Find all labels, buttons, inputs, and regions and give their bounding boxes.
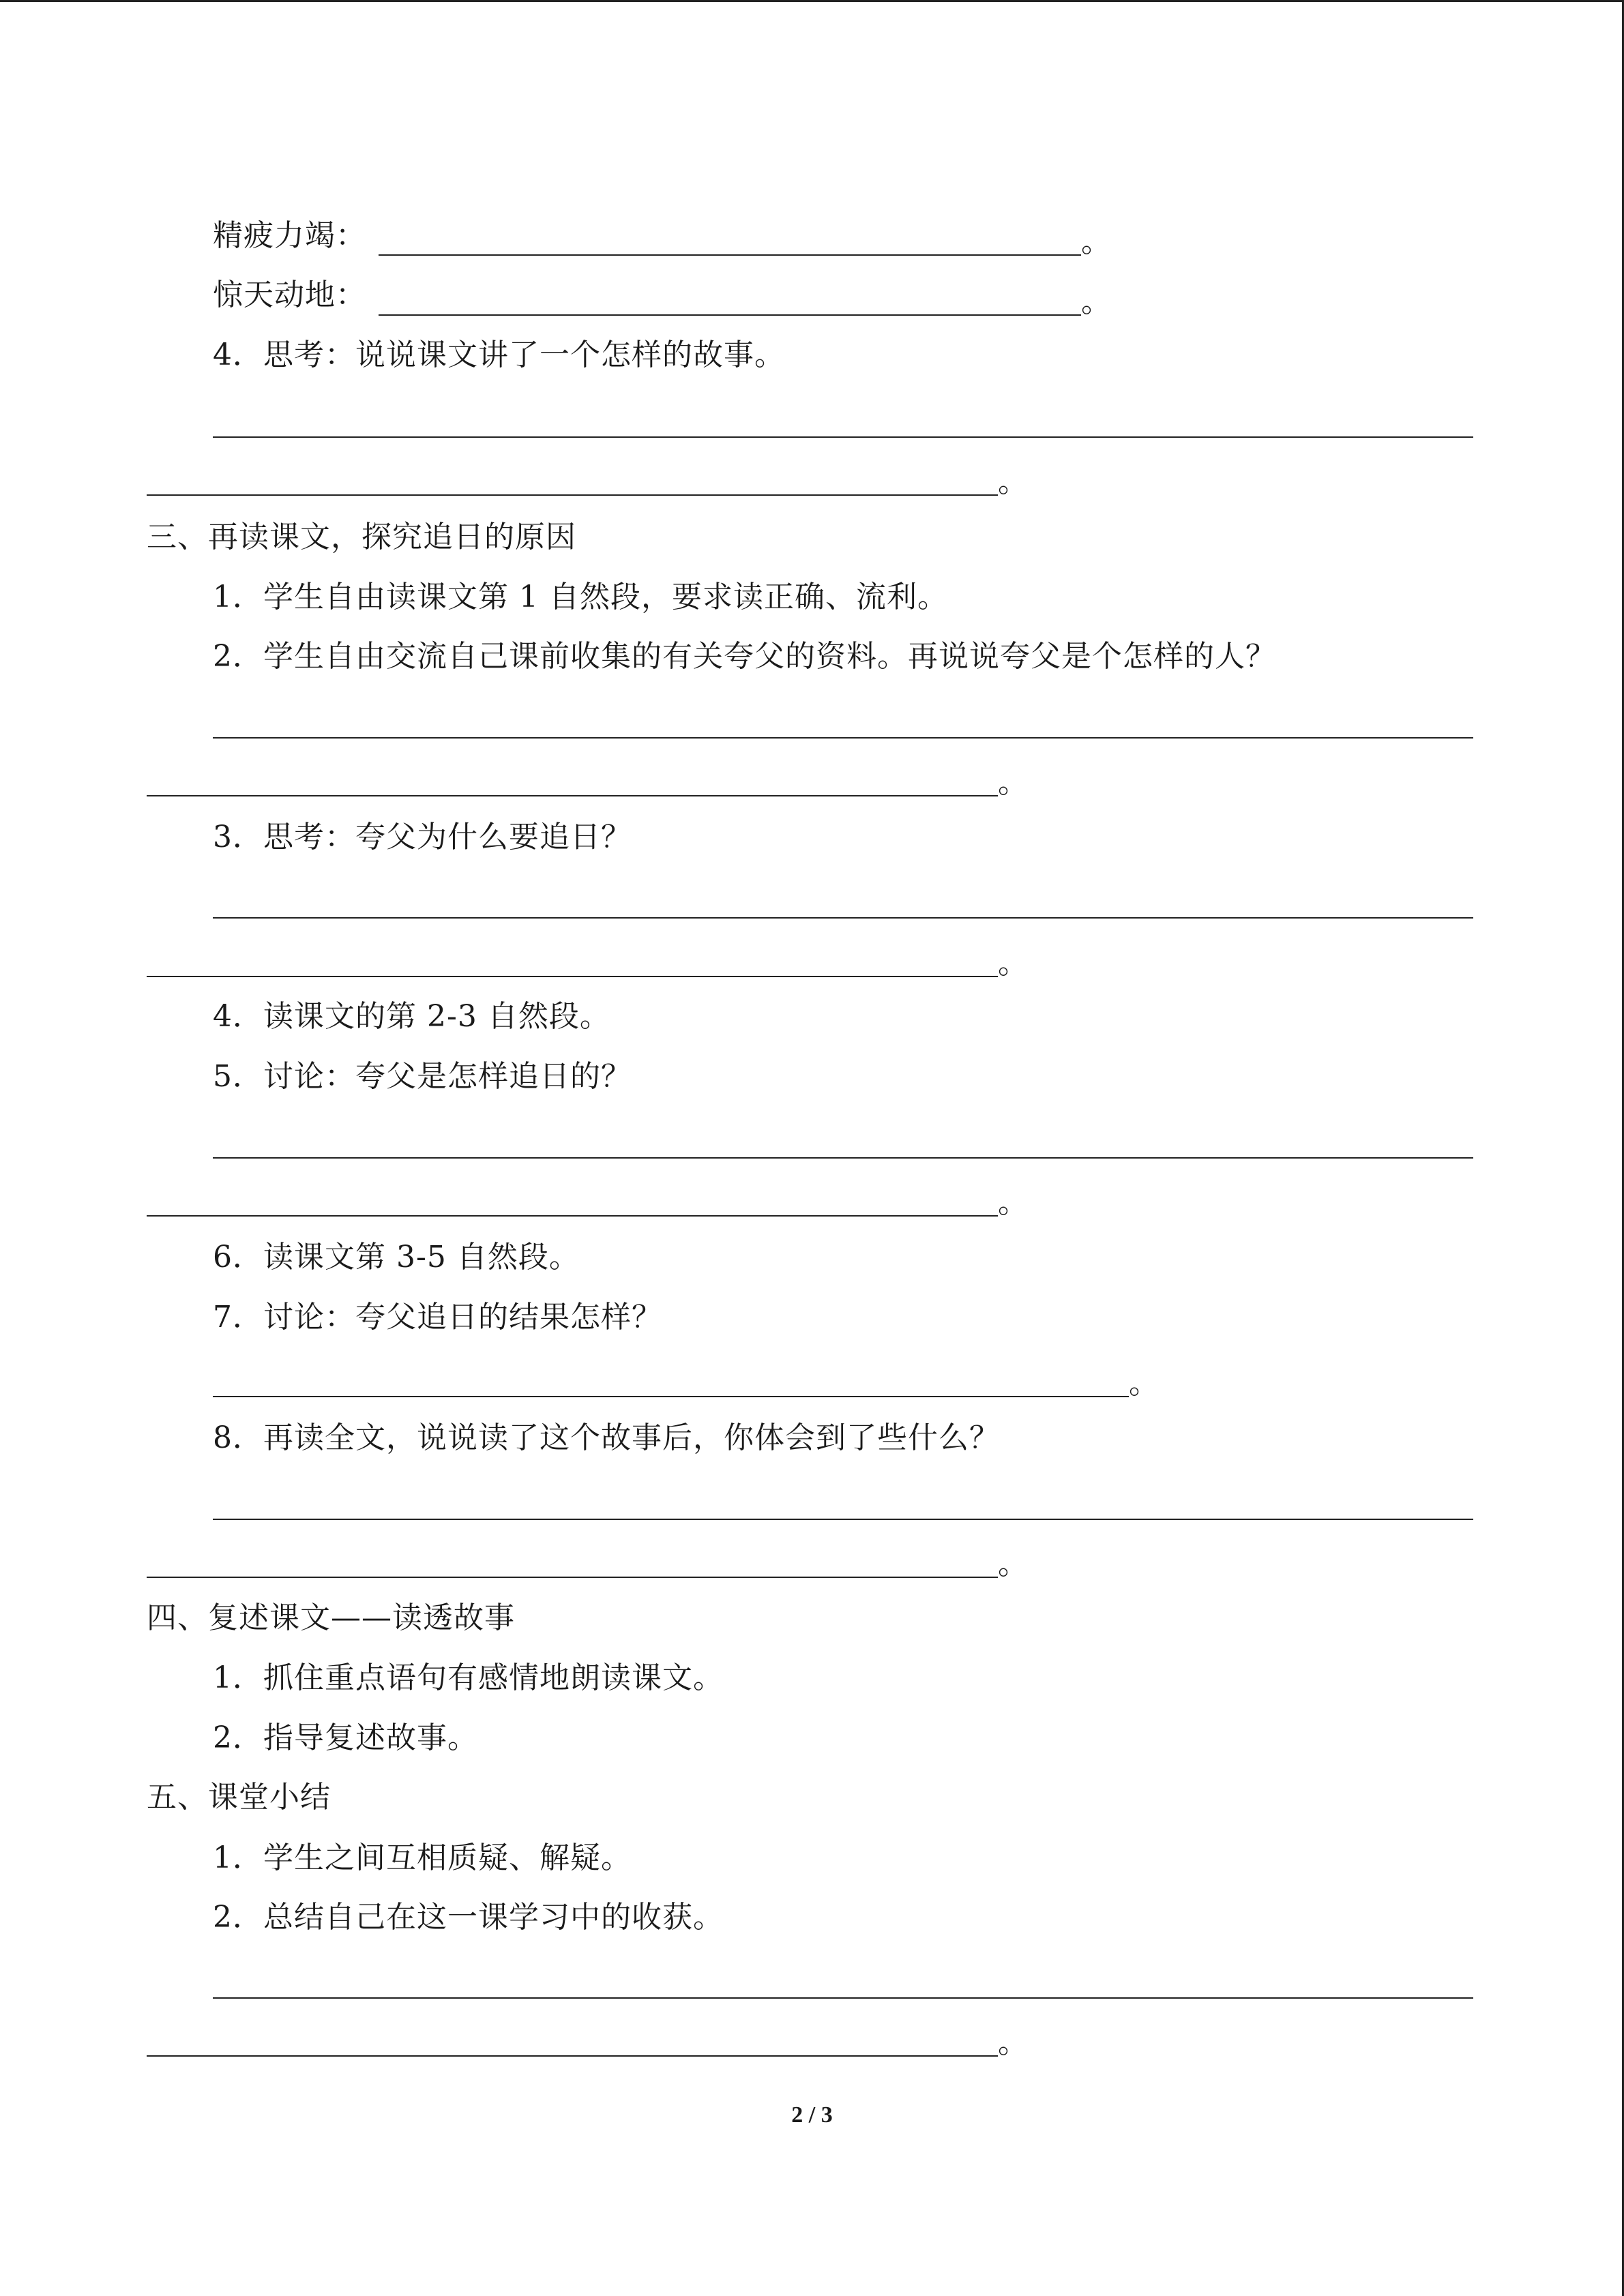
section-3-item-8: 8．再读全文，说说读了这个故事后，你体会到了些什么？ xyxy=(213,1420,1000,1455)
section-5-item-1: 1．学生之间互相质疑、解疑。 xyxy=(213,1840,632,1875)
section-4-title: 四、复述课文——读透故事 xyxy=(147,1600,515,1635)
period: 。 xyxy=(998,765,1028,800)
answer-blank[interactable] xyxy=(213,436,1473,438)
term-jingtiandongdi: 惊天动地： xyxy=(213,278,366,312)
section-3-item-2: 2．学生自由交流自己课前收集的有关夸父的资料。再说说夸父是个怎样的人？ xyxy=(213,639,1276,674)
section-3-item-6: 6．读课文第 3-5 自然段。 xyxy=(213,1240,580,1274)
answer-blank[interactable] xyxy=(379,314,1081,316)
section-4-item-2: 2．指导复述故事。 xyxy=(213,1720,478,1755)
period: 。 xyxy=(1129,1366,1159,1401)
answer-blank[interactable] xyxy=(379,254,1081,256)
section-3-item-5: 5．讨论：夸父是怎样追日的？ xyxy=(213,1059,632,1094)
period: 。 xyxy=(998,946,1028,981)
section-3-item-3: 3．思考：夸父为什么要追日？ xyxy=(213,820,632,854)
answer-blank[interactable] xyxy=(213,1396,1129,1397)
answer-blank[interactable] xyxy=(213,917,1473,919)
period: 。 xyxy=(1081,284,1111,319)
answer-blank[interactable] xyxy=(213,1157,1473,1159)
period: 。 xyxy=(1081,224,1111,259)
period: 。 xyxy=(998,464,1028,499)
answer-blank[interactable] xyxy=(147,795,998,796)
answer-blank[interactable] xyxy=(213,1997,1473,1999)
page-number: 2 / 3 xyxy=(791,2102,833,2128)
period: 。 xyxy=(998,1185,1028,1220)
answer-blank[interactable] xyxy=(213,1519,1473,1520)
section-5-item-2: 2．总结自己在这一课学习中的收获。 xyxy=(213,1900,724,1935)
answer-blank[interactable] xyxy=(147,976,998,977)
section-3-item-4: 4．读课文的第 2-3 自然段。 xyxy=(213,999,610,1034)
period: 。 xyxy=(998,1547,1028,1581)
answer-blank[interactable] xyxy=(147,1215,998,1217)
section-3-title: 三、再读课文，探究追日的原因 xyxy=(147,520,576,554)
answer-blank[interactable] xyxy=(147,494,998,496)
section-3-item-1: 1．学生自由读课文第 1 自然段，要求读正确、流利。 xyxy=(213,580,948,614)
answer-blank[interactable] xyxy=(213,737,1473,739)
section-4-item-1: 1．抓住重点语句有感情地朗读课文。 xyxy=(213,1660,724,1695)
section-3-item-7: 7．讨论：夸父追日的结果怎样？ xyxy=(213,1300,662,1335)
term-jingpilijie: 精疲力竭： xyxy=(213,218,366,253)
question-4-think: 4．思考：说说课文讲了一个怎样的故事。 xyxy=(213,338,785,372)
answer-blank[interactable] xyxy=(147,2055,998,2057)
period: 。 xyxy=(998,2025,1028,2060)
answer-blank[interactable] xyxy=(147,1577,998,1578)
section-5-title: 五、课堂小结 xyxy=(147,1780,331,1815)
